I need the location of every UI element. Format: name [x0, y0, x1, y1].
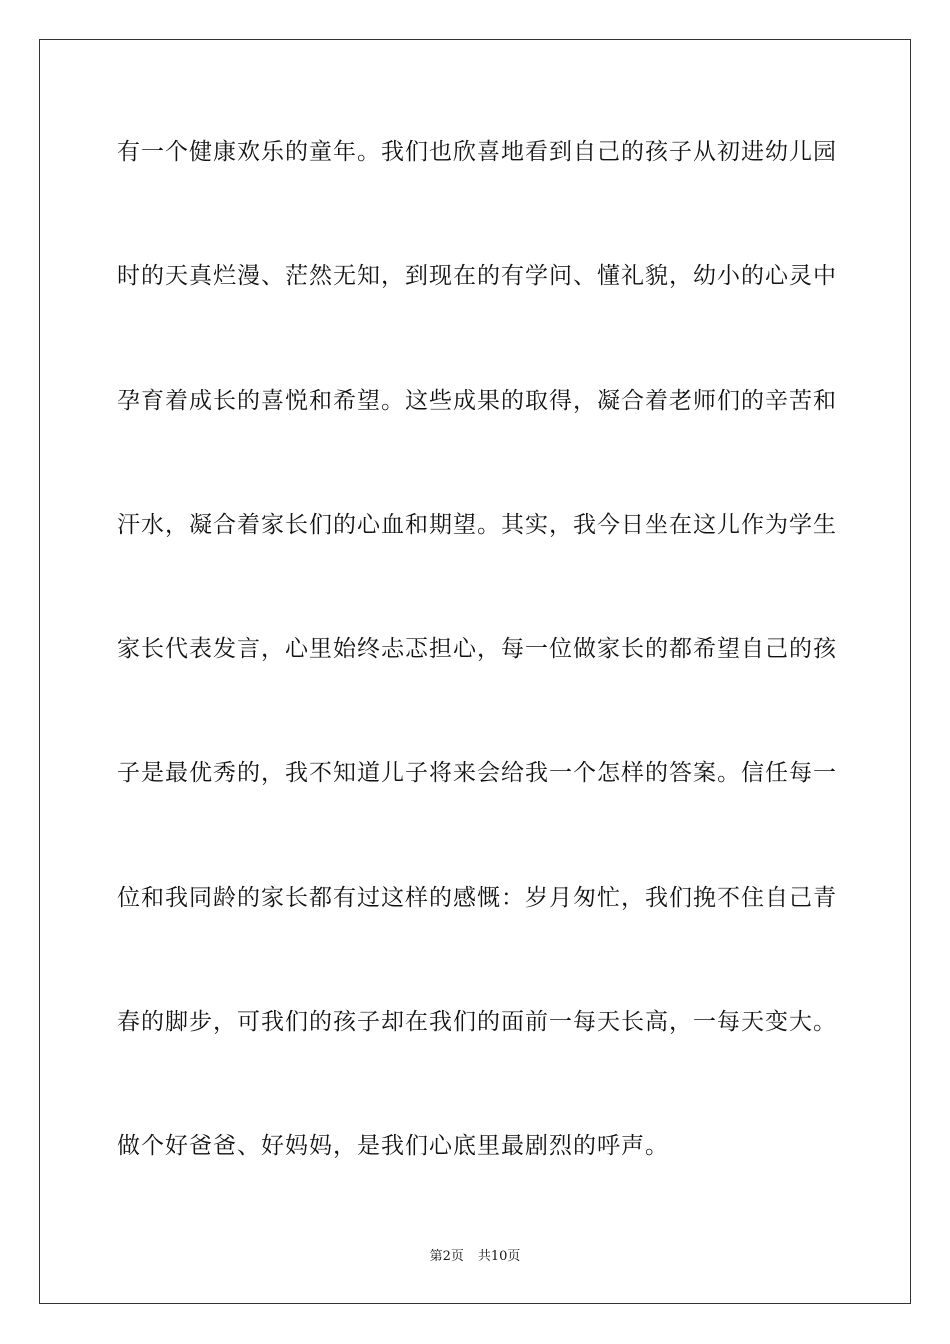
- text-line: 汗水，凝合着家长们的心血和期望。其实，我今日坐在这儿作为学生: [117, 511, 837, 538]
- text-line: 做个好爸爸、好妈妈，是我们心底里最剧烈的呼声。: [117, 1133, 669, 1160]
- body-text: [117, 132, 839, 1251]
- text-line: 春的脚步，可我们的孩子却在我们的面前一每天长高，一每天变大。: [117, 1009, 837, 1036]
- text-line: 位和我同龄的家长都有过这样的感慨：岁月匆忙，我们挽不住自己青: [117, 884, 837, 911]
- text-line: 家长代表发言，心里始终忐忑担心，每一位做家长的都希望自己的孩: [117, 636, 837, 663]
- text-line: 孕育着成长的喜悦和希望。这些成果的取得，凝合着老师们的辛苦和: [117, 387, 837, 414]
- text-line: 有一个健康欢乐的童年。我们也欣喜地看到自己的孩子从初进幼儿园: [117, 139, 837, 165]
- text-line: 子是最优秀的，我不知道儿子将来会给我一个怎样的答案。信任每一: [117, 760, 837, 787]
- text-line: 时的天真烂漫、茫然无知，到现在的有学问、懂礼貌，幼小的心灵中: [117, 263, 837, 290]
- total-pages: 共10页: [477, 1249, 521, 1264]
- page-number: 第2页: [429, 1249, 464, 1264]
- page-footer: [0, 1249, 950, 1265]
